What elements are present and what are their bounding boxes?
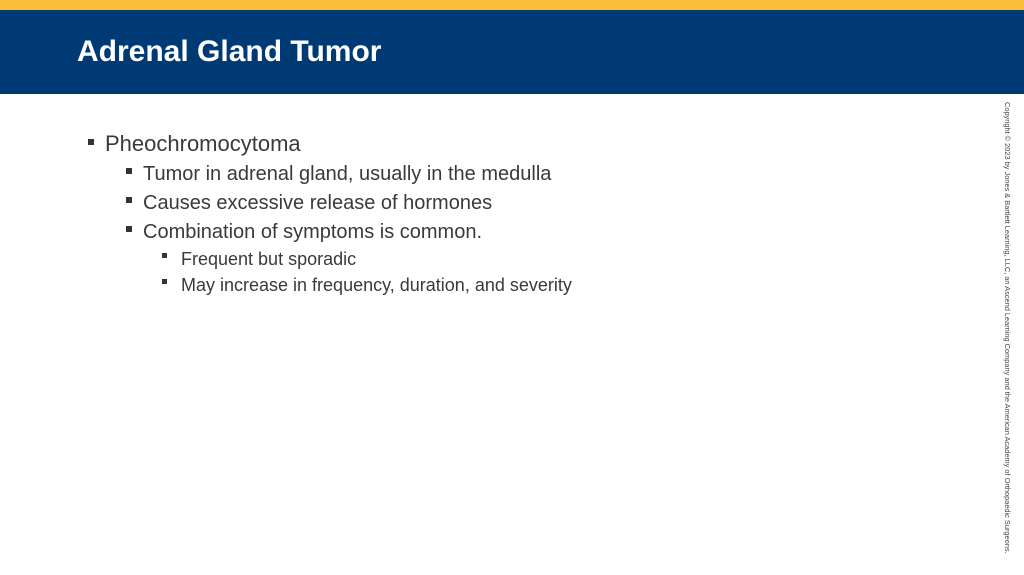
bullet-text: Combination of symptoms is common. xyxy=(143,221,483,243)
square-bullet-icon xyxy=(88,139,94,145)
sub-sub-bullet-item xyxy=(181,274,572,296)
square-bullet-icon xyxy=(162,253,167,258)
bullet-text: Tumor in adrenal gland, usually in the medulla xyxy=(143,163,552,185)
square-bullet-icon xyxy=(126,226,132,232)
sub-sub-bullet-item xyxy=(181,248,356,270)
square-bullet-icon xyxy=(126,197,132,203)
square-bullet-icon xyxy=(126,168,132,174)
copyright-notice: Copyright © 2023 by Jones & Bartlett Learning, LLC, an Ascend Learning Company and the American Academy of Orthopaedic Surgeons. xyxy=(1003,102,1012,554)
bullet-text: May increase in frequency, duration, and severity xyxy=(181,275,572,295)
slide-title: Adrenal Gland Tumor xyxy=(77,35,382,68)
square-bullet-icon xyxy=(162,279,167,284)
bullet-text: Pheochromocytoma xyxy=(105,131,301,156)
bullet-text: Causes excessive release of hormones xyxy=(143,192,493,214)
sub-bullet-item xyxy=(143,220,482,244)
sub-bullet-item xyxy=(143,162,551,186)
sub-bullet-item xyxy=(143,191,492,215)
bullet-item xyxy=(105,131,301,157)
bullet-text: Frequent but sporadic xyxy=(181,249,357,269)
